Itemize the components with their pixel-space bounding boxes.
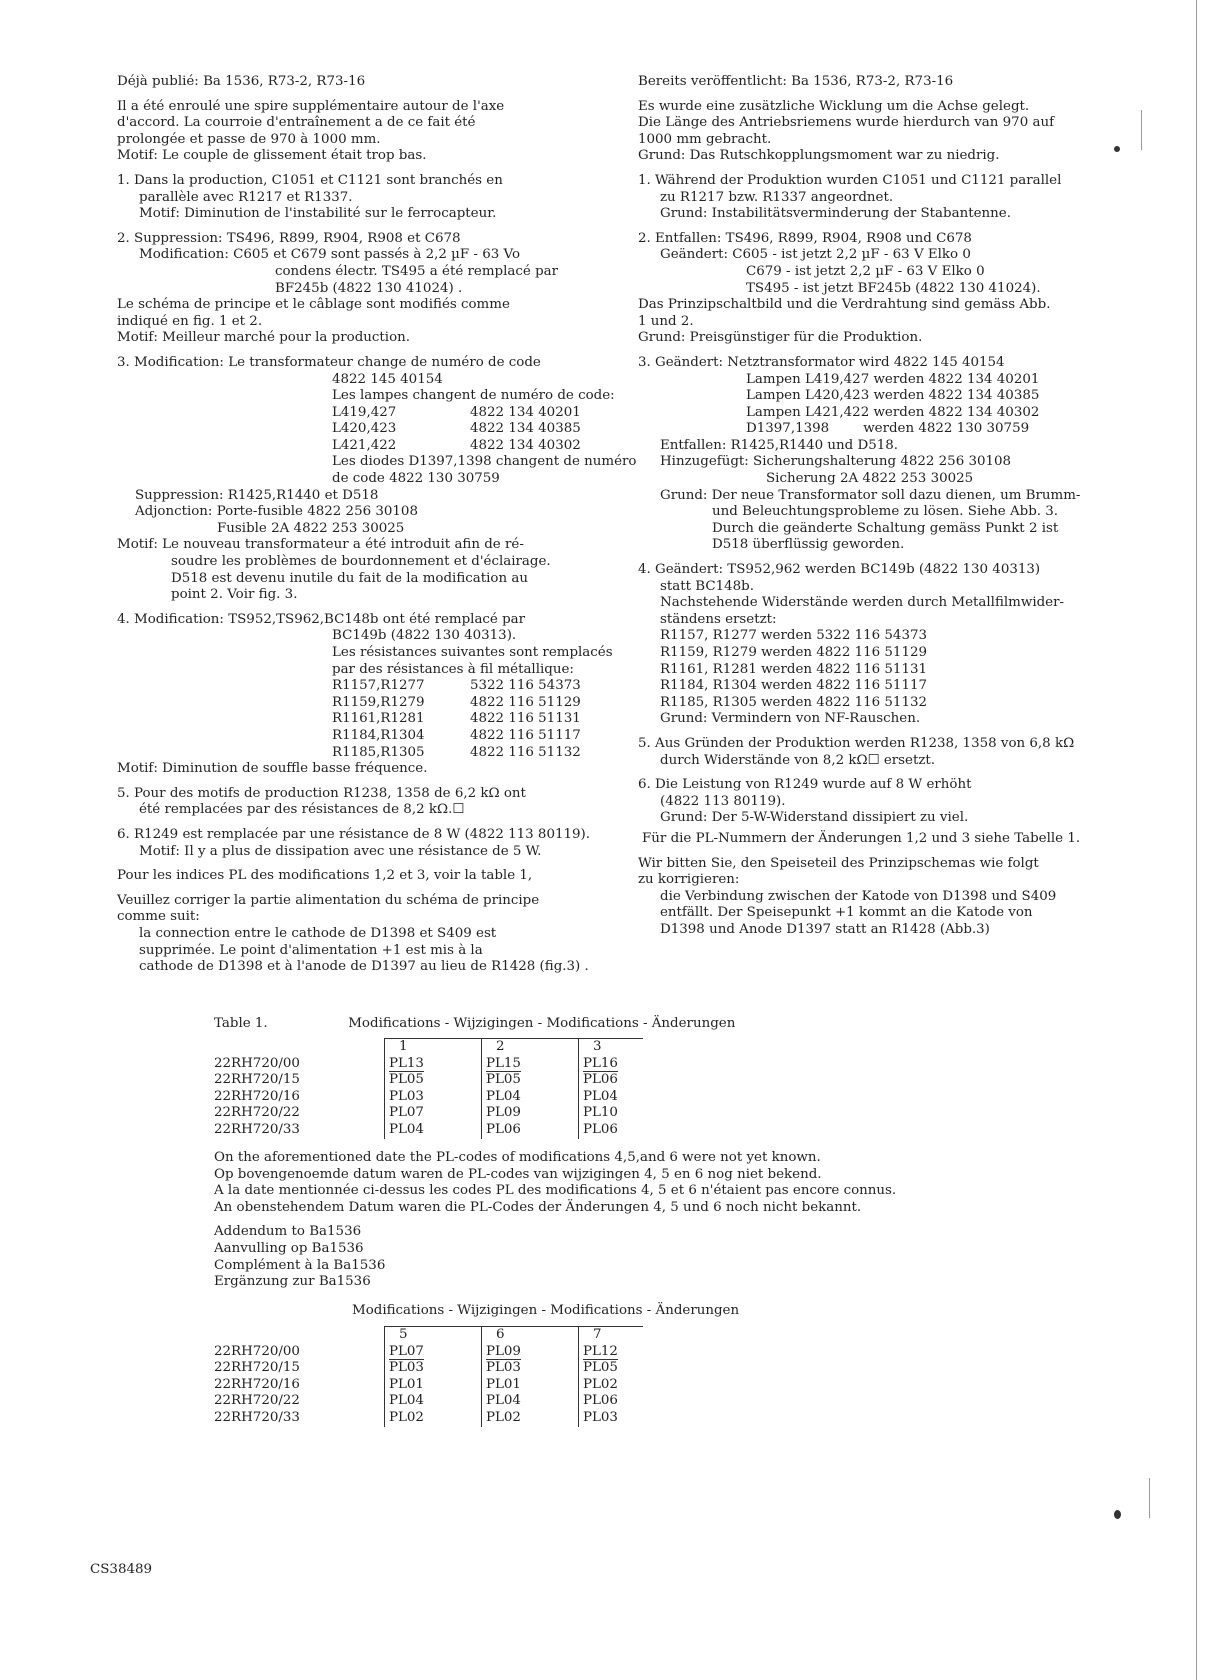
left-item3-line: Suppression: R1425,R1440 et D518	[135, 487, 379, 503]
table1-title-row	[214, 1016, 735, 1031]
resistor-row: R1161,R1281 4822 116 51131	[332, 711, 581, 727]
left-item1-line: parallèle avec R1217 et R1337.	[139, 189, 353, 205]
table-row	[214, 1056, 643, 1073]
right-item4-line: Nachstehende Widerstände werden durch Metallfilmwider-	[660, 595, 1065, 611]
table-row	[214, 1410, 643, 1427]
document-code: CS38489	[90, 1562, 153, 1577]
resistor-row: R1184,R1304 4822 116 51117	[332, 727, 581, 743]
addendum-line: Complément à la Ba1536	[214, 1257, 386, 1273]
pl-cell: PL06	[482, 1122, 579, 1139]
pl-cell: PL04	[579, 1089, 644, 1106]
right-item4-line: R1161, R1281 werden 4822 116 51131	[660, 661, 928, 677]
right-item3-line: 3. Geändert: Netztransformator wird 4822 145 40154	[638, 354, 1005, 370]
left-intro-line: Motif: Le couple de glissement était trop bas.	[117, 148, 427, 164]
resistor-row: R1185,R1305 4822 116 51132	[332, 744, 581, 760]
pl-cell: PL03	[385, 1089, 482, 1106]
right-correct-line: die Verbindung zwischen der Katode von D1398 und S409	[660, 888, 1057, 904]
left-item4-line: Motif: Diminution de souffle basse fréquence.	[117, 761, 428, 777]
left-item3-line: soudre les problèmes de bourdonnement et d'éclairage.	[171, 554, 551, 570]
model-cell: 22RH720/15	[214, 1360, 300, 1376]
pl-cell: PL03	[482, 1360, 579, 1377]
table-row	[214, 1089, 643, 1106]
left-item3-line: Les lampes changent de numéro de code:	[332, 388, 615, 404]
left-item2-line: condens électr. TS495 a été remplacé par	[275, 263, 559, 279]
left-item3-line: Fusible 2A 4822 253 30025	[217, 520, 405, 536]
right-intro-line: Die Länge des Antriebsriemens wurde hierdurch van 970 auf	[638, 115, 1055, 131]
model-cell: 22RH720/15	[214, 1072, 300, 1088]
right-item3-line: Hinzugefügt: Sicherungshalterung 4822 256 30108	[660, 454, 1012, 470]
right-item2-line: 2. Entfallen: TS496, R899, R904, R908 und C678	[638, 230, 972, 246]
left-item2-line: 2. Suppression: TS496, R899, R904, R908 et C678	[117, 230, 461, 246]
left-item4-line: 4. Modification: TS952,TS962,BC148b ont été remplacé par	[117, 611, 526, 627]
table2	[214, 1326, 643, 1427]
pl-cell: PL07	[389, 1343, 424, 1359]
right-item4-line: R1159, R1279 werden 4822 116 51129	[660, 645, 928, 660]
pl-cell: PL07	[385, 1105, 482, 1122]
pl-cell: PL02	[579, 1377, 644, 1394]
left-item3-line: D518 est devenu inutile du fait de la modification au	[171, 570, 528, 586]
left-correct-line: supprimée. Le point d'alimentation +1 est mis à la	[139, 942, 483, 958]
right-item2-line: C679 - ist jetzt 2,2 µF - 63 V Elko 0	[746, 263, 985, 279]
pl-cell: PL15	[486, 1055, 521, 1071]
pl-notes	[214, 1150, 896, 1291]
addendum-line: Aanvulling op Ba1536	[214, 1240, 364, 1256]
left-column	[117, 74, 636, 976]
pl-cell: PL13	[389, 1055, 424, 1071]
right-pl-note: Für die PL-Nummern der Änderungen 1,2 und 3 siehe Tabelle 1.	[642, 830, 1081, 846]
right-item4-line: R1184, R1304 werden 4822 116 51117	[660, 678, 928, 694]
table2-title: Modifications - Wijzigingen - Modifications - Änderungen	[352, 1303, 740, 1318]
pl-cell: PL03	[385, 1360, 482, 1377]
right-item1-line: Grund: Instabilitätsverminderung der Stabantenne.	[660, 206, 1011, 222]
left-correct-line: cathode de D1398 et à l'anode de D1397 au lieu de R1428 (fig.3) .	[139, 959, 589, 975]
left-item3-line: de code 4822 130 30759	[332, 471, 500, 487]
left-item3-line: 4822 145 40154	[332, 371, 443, 387]
left-item6-line: 6. R1249 est remplacée par une résistance de 8 W (4822 113 80119).	[117, 826, 591, 842]
model-cell: 22RH720/22	[214, 1393, 300, 1409]
right-item1-line: 1. Während der Produktion wurden C1051 und C1121 parallel	[638, 172, 1062, 188]
addendum-line: Ergänzung zur Ba1536	[214, 1274, 371, 1290]
right-item3-line: Sicherung 2A 4822 253 30025	[766, 471, 974, 487]
left-pl-note: Pour les indices PL des modifications 1,2 et 3, voir la table 1,	[117, 868, 533, 884]
right-item2-line: Das Prinzipschaltbild und die Verdrahtung sind gemäss Abb.	[638, 297, 1051, 313]
left-item3-line: Les diodes D1397,1398 changent de numéro	[332, 454, 637, 470]
right-item5-line: 5. Aus Gründen der Produktion werden R1238, 1358 von 6,8 kΩ	[638, 735, 1075, 751]
right-item1-line: zu R1217 bzw. R1337 angeordnet.	[660, 189, 894, 205]
model-cell: 22RH720/33	[214, 1409, 300, 1425]
table1-col-header: 2	[496, 1039, 505, 1054]
pl-cell: PL04	[385, 1393, 482, 1410]
right-correct-line: Wir bitten Sie, den Speiseteil des Prinzipschemas wie folgt	[638, 855, 1039, 871]
resistor-row: R1159,R1279 4822 116 51129	[332, 694, 581, 710]
model-cell: 22RH720/16	[214, 1376, 300, 1392]
right-item6-line: 6. Die Leistung von R1249 wurde auf 8 W erhöht	[638, 777, 972, 793]
left-item2-line: Le schéma de principe et le câblage sont modifiés comme	[117, 297, 510, 313]
pl-cell: PL06	[579, 1393, 644, 1410]
right-item4-line: R1157, R1277 werden 5322 116 54373	[660, 628, 928, 644]
left-intro-line: d'accord. La courroie d'entraînement a de ce fait été	[117, 115, 476, 131]
lamp-row: L420,423 4822 134 40385	[332, 421, 581, 437]
right-item3-line: Grund: Der neue Transformator soll dazu dienen, um Brumm-	[660, 487, 1081, 503]
left-item1-line: Motif: Diminution de l'instabilité sur le ferrocapteur.	[139, 206, 497, 222]
pl-cell: PL01	[385, 1377, 482, 1394]
table2-title-row	[352, 1303, 739, 1318]
note-line: Op bovengenoemde datum waren de PL-codes van wijzigingen 4, 5 en 6 nog niet bekend.	[214, 1166, 822, 1182]
pl-cell: PL06	[579, 1122, 644, 1139]
right-item6-line: (4822 113 80119).	[660, 793, 786, 809]
left-item4-line: Les résistances suivantes sont remplacés	[332, 645, 613, 660]
model-cell: 22RH720/00	[214, 1055, 300, 1071]
right-item4-line: statt BC148b.	[660, 578, 754, 594]
left-correct-line: la connection entre le cathode de D1398 et S409 est	[139, 925, 497, 941]
table1-col-header: 1	[399, 1039, 408, 1054]
right-intro-line: Grund: Das Rutschkopplungsmoment war zu niedrig.	[638, 148, 1000, 164]
model-cell: 22RH720/33	[214, 1121, 300, 1137]
right-item4-line: ständens ersetzt:	[660, 611, 777, 627]
table-row	[214, 1072, 643, 1089]
table1	[214, 1038, 643, 1139]
table2-col-header: 6	[496, 1327, 505, 1342]
pl-cell: PL05	[385, 1072, 482, 1089]
right-item3-line: Durch die geänderte Schaltung gemäss Punkt 2 ist	[712, 520, 1059, 536]
left-item3-line: point 2. Voir fig. 3.	[171, 587, 298, 603]
right-item3-line: Lampen L421,422 werden 4822 134 40302	[746, 404, 1040, 420]
right-item6-line: Grund: Der 5-W-Widerstand dissipiert zu viel.	[660, 810, 969, 826]
pl-cell: PL04	[482, 1089, 579, 1106]
table-row	[214, 1360, 643, 1377]
pl-cell: PL12	[583, 1343, 618, 1359]
table1-label: Table 1.	[214, 1016, 268, 1031]
right-item4-line: 4. Geändert: TS952,962 werden BC149b (4822 130 40313)	[638, 562, 1041, 578]
table2-col-header: 7	[593, 1327, 602, 1342]
scan-speck	[1114, 146, 1120, 152]
note-line: A la date mentionnée ci-dessus les codes PL des modifications 4, 5 et 6 n'étaient pas encore connus.	[214, 1183, 897, 1199]
pl-cell: PL05	[482, 1072, 579, 1089]
right-item3-line: Entfallen: R1425,R1440 und D518.	[660, 437, 899, 453]
pl-cell: PL02	[482, 1410, 579, 1427]
right-item3-line: Lampen L420,423 werden 4822 134 40385	[746, 388, 1040, 404]
pl-cell: PL10	[579, 1105, 644, 1122]
right-item4-line: R1185, R1305 werden 4822 116 51132	[660, 694, 928, 710]
right-item3-line: Lampen L419,427 werden 4822 134 40201	[746, 371, 1040, 387]
lamp-row: L419,427 4822 134 40201	[332, 404, 581, 420]
right-item4-line: Grund: Vermindern von NF-Rauschen.	[660, 711, 921, 727]
left-item3-line: 3. Modification: Le transformateur change de numéro de code	[117, 354, 541, 370]
model-cell: 22RH720/22	[214, 1105, 300, 1121]
left-correct-line: comme suit:	[117, 909, 200, 925]
pl-cell: PL01	[482, 1377, 579, 1394]
pl-cell: PL09	[486, 1343, 521, 1359]
right-intro-line: 1000 mm gebracht.	[638, 131, 772, 147]
pl-cell: PL04	[482, 1393, 579, 1410]
right-item2-line: 1 und 2.	[638, 313, 694, 329]
left-item3-line: Adjonction: Porte-fusible 4822 256 30108	[135, 504, 418, 520]
pl-cell: PL03	[579, 1410, 644, 1427]
resistor-row: R1157,R1277 5322 116 54373	[332, 678, 581, 694]
right-item3-line: und Beleuchtungsprobleme zu lösen. Siehe Abb. 3.	[712, 504, 1059, 520]
note-line: An obenstehendem Datum waren die PL-Codes der Änderungen 4, 5 und 6 noch nicht bekannt.	[214, 1199, 862, 1215]
addendum-line: Addendum to Ba1536	[214, 1224, 362, 1240]
pl-cell: PL09	[482, 1105, 579, 1122]
left-item1-line: 1. Dans la production, C1051 et C1121 sont branchés en	[117, 172, 503, 188]
scan-mark	[1149, 1478, 1150, 1518]
table1-col-header: 3	[593, 1039, 602, 1054]
right-column	[638, 74, 1080, 939]
left-item2-line: Motif: Meilleur marché pour la production.	[117, 330, 411, 346]
right-item3-line: D1397,1398 werden 4822 130 30759	[746, 421, 1030, 437]
left-item5-line: 5. Pour des motifs de production R1238, 1358 de 6,2 kΩ ont	[117, 785, 526, 801]
right-item2-line: TS495 - ist jetzt BF245b (4822 130 41024).	[746, 280, 1041, 296]
scan-mark	[1141, 110, 1142, 150]
left-correct-line: Veuillez corriger la partie alimentation du schéma de principe	[117, 892, 540, 908]
pl-cell: PL04	[385, 1122, 482, 1139]
scan-speck	[1114, 1510, 1121, 1519]
right-item2-line: Geändert: C605 - ist jetzt 2,2 µF - 63 V Elko 0	[660, 247, 971, 263]
right-intro-line: Es wurde eine zusätzliche Wicklung um die Achse gelegt.	[638, 98, 1030, 114]
left-item4-line: BC149b (4822 130 40313).	[332, 628, 517, 644]
right-item2-line: Grund: Preisgünstiger für die Produktion.	[638, 330, 923, 346]
left-intro-line: prolongée et passe de 970 à 1000 mm.	[117, 131, 381, 147]
table1-title: Modifications - Wijzigingen - Modifications - Änderungen	[348, 1016, 736, 1031]
left-item3-line: Motif: Le nouveau transformateur a été introduit afin de ré-	[117, 537, 524, 553]
lamp-row: L421,422 4822 134 40302	[332, 437, 581, 453]
left-intro-line: Il a été enroulé une spire supplémentaire autour de l'axe	[117, 98, 505, 114]
left-published: Déjà publié: Ba 1536, R73-2, R73-16	[117, 74, 366, 89]
left-item6-line: Motif: Il y a plus de dissipation avec une résistance de 5 W.	[139, 843, 542, 859]
left-item5-line: été remplacées par des résistances de 8,2 kΩ.☐	[139, 802, 465, 818]
table-row	[214, 1377, 643, 1394]
right-correct-line: D1398 und Anode D1397 statt an R1428 (Abb.3)	[660, 921, 990, 937]
left-item2-line: BF245b (4822 130 41024) .	[275, 280, 463, 296]
model-cell: 22RH720/16	[214, 1088, 300, 1104]
table2-col-header: 5	[399, 1327, 408, 1342]
table-row	[214, 1122, 643, 1139]
right-published: Bereits veröffentlicht: Ba 1536, R73-2, R73-16	[638, 74, 954, 89]
table-row	[214, 1105, 643, 1122]
pl-cell: PL06	[579, 1072, 644, 1089]
right-item5-line: durch Widerstände von 8,2 kΩ☐ ersetzt.	[660, 752, 936, 768]
right-item3-line: D518 überflüssig geworden.	[712, 537, 905, 553]
left-item4-line: par des résistances à fil métallique:	[332, 661, 574, 677]
note-line: On the aforementioned date the PL-codes of modifications 4,5,and 6 were not yet known.	[214, 1150, 821, 1165]
right-correct-line: zu korrigieren:	[638, 872, 740, 888]
right-correct-line: entfällt. Der Speisepunkt +1 kommt an die Katode von	[660, 905, 1033, 921]
pl-cell: PL05	[579, 1360, 644, 1377]
table-row	[214, 1344, 643, 1361]
left-item2-line: Modification: C605 et C679 sont passés à 2,2 µF - 63 Vo	[139, 247, 521, 263]
left-item2-line: indiqué en fig. 1 et 2.	[117, 313, 263, 329]
table-row	[214, 1393, 643, 1410]
pl-cell: PL16	[583, 1055, 618, 1071]
model-cell: 22RH720/00	[214, 1343, 300, 1359]
pl-cell: PL02	[385, 1410, 482, 1427]
scan-edge-line	[1196, 0, 1197, 1680]
